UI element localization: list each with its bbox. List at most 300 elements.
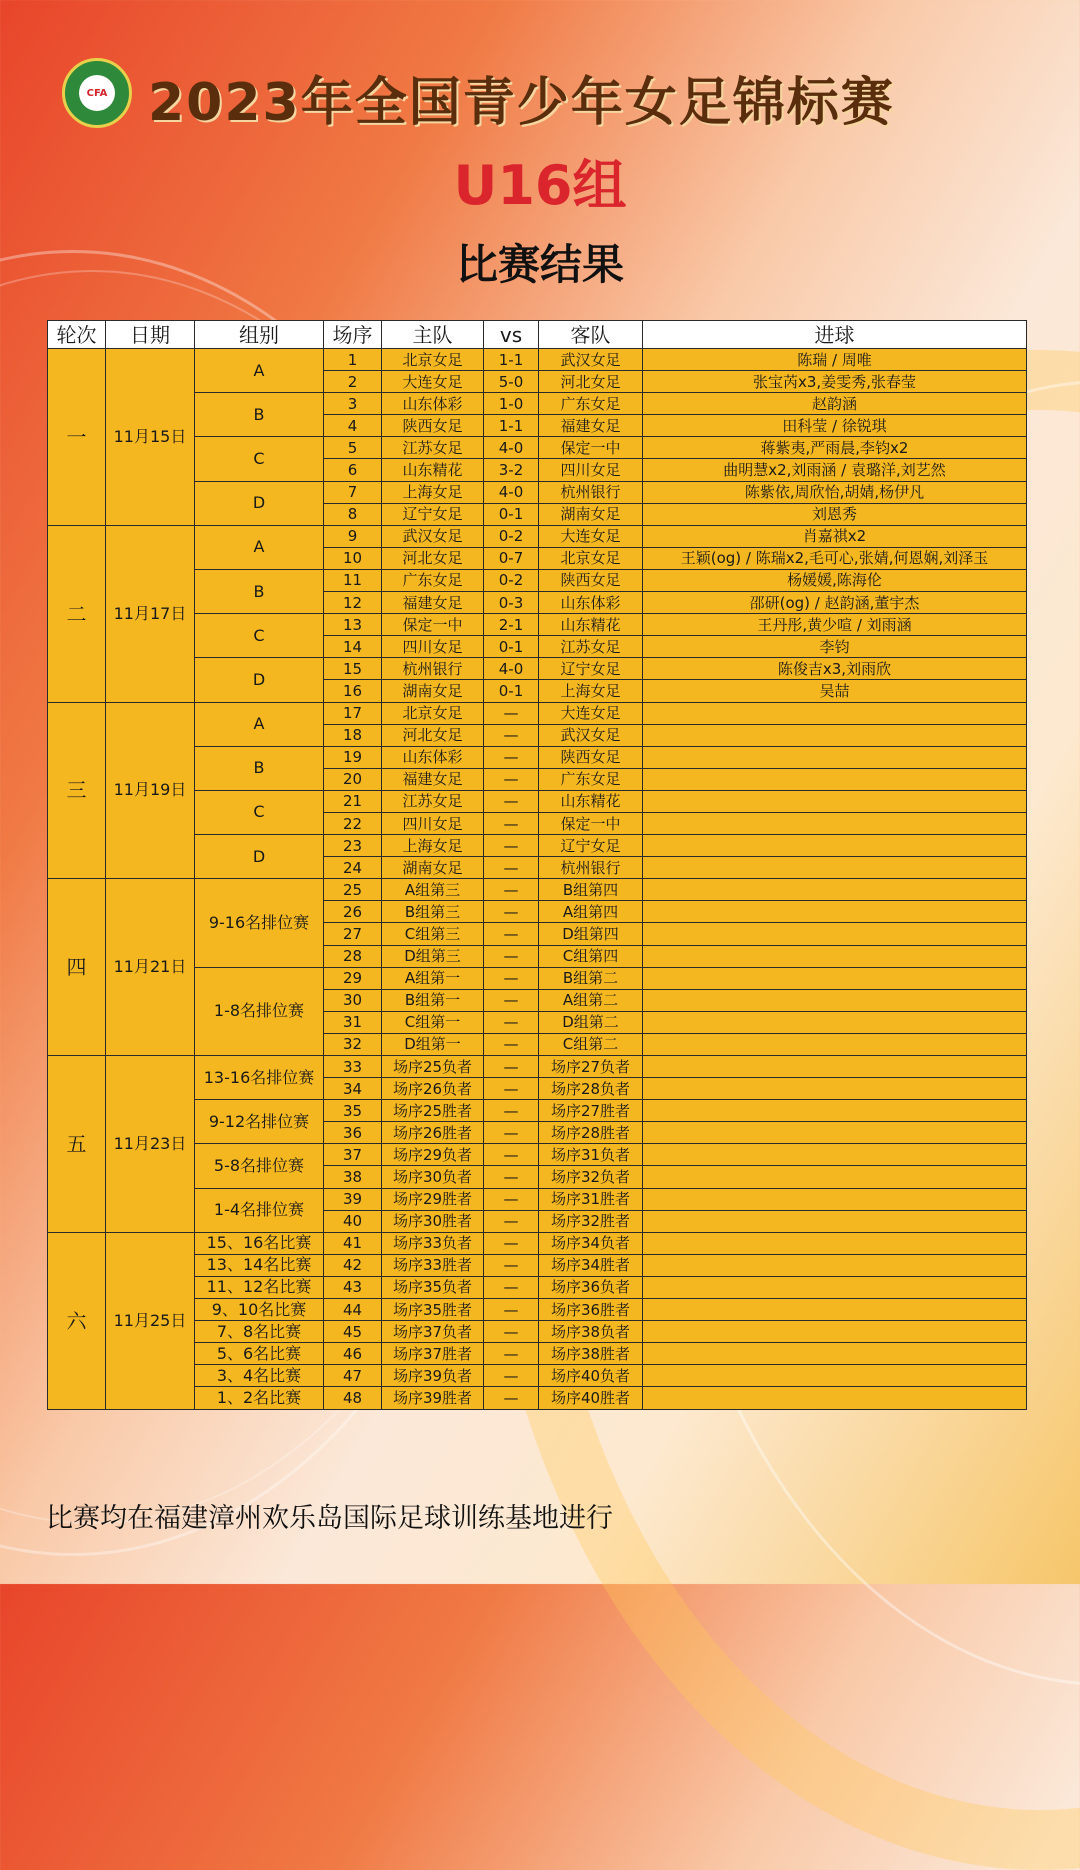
match-no-cell: 21 xyxy=(324,790,382,812)
table-row xyxy=(48,1321,1027,1343)
away-team-cell: 场序36胜者 xyxy=(539,1299,643,1321)
goals-cell: 王丹彤,黄少喧 / 刘雨涵 xyxy=(643,614,1027,636)
group-cell: A xyxy=(195,525,324,569)
goals-cell xyxy=(643,923,1027,945)
home-team-cell: A组第一 xyxy=(382,967,484,989)
round-cell: 四 xyxy=(48,879,106,1056)
match-no-cell: 12 xyxy=(324,592,382,614)
match-no-cell: 34 xyxy=(324,1078,382,1100)
score-cell: 4-0 xyxy=(484,481,539,503)
goals-cell: 邵研(og) / 赵韵涵,董宇杰 xyxy=(643,592,1027,614)
goals-cell xyxy=(643,857,1027,879)
goals-cell: 陈紫依,周欣怡,胡婧,杨伊凡 xyxy=(643,481,1027,503)
match-no-cell: 25 xyxy=(324,879,382,901)
score-cell: — xyxy=(484,1144,539,1166)
round-cell: 三 xyxy=(48,702,106,879)
away-team-cell: 辽宁女足 xyxy=(539,835,643,857)
home-team-cell: 场序35胜者 xyxy=(382,1299,484,1321)
match-no-cell: 35 xyxy=(324,1100,382,1122)
match-no-cell: 29 xyxy=(324,967,382,989)
match-no-cell: 41 xyxy=(324,1232,382,1254)
goals-cell xyxy=(643,879,1027,901)
goals-cell xyxy=(643,1144,1027,1166)
away-team-cell: 广东女足 xyxy=(539,393,643,415)
away-team-cell: 场序34胜者 xyxy=(539,1254,643,1276)
home-team-cell: D组第三 xyxy=(382,945,484,967)
table-row xyxy=(48,1100,1027,1122)
score-cell: — xyxy=(484,1387,539,1409)
table-row xyxy=(48,879,1027,901)
goals-cell xyxy=(643,702,1027,724)
goals-cell xyxy=(643,790,1027,812)
score-cell: 3-2 xyxy=(484,459,539,481)
score-cell: — xyxy=(484,724,539,746)
home-team-cell: 江苏女足 xyxy=(382,790,484,812)
score-cell: — xyxy=(484,702,539,724)
home-team-cell: 陕西女足 xyxy=(382,415,484,437)
results-heading: 比赛结果 xyxy=(455,240,624,289)
score-cell: 0-3 xyxy=(484,592,539,614)
match-no-cell: 31 xyxy=(324,1011,382,1033)
match-no-cell: 15 xyxy=(324,658,382,680)
score-cell: 1-1 xyxy=(484,349,539,371)
home-team-cell: 场序39负者 xyxy=(382,1365,484,1387)
away-team-cell: B组第二 xyxy=(539,967,643,989)
match-no-cell: 1 xyxy=(324,349,382,371)
match-no-cell: 39 xyxy=(324,1188,382,1210)
home-team-cell: 上海女足 xyxy=(382,835,484,857)
goals-cell: 刘恩秀 xyxy=(643,503,1027,525)
goals-cell xyxy=(643,989,1027,1011)
match-no-cell: 30 xyxy=(324,989,382,1011)
group-cell: 11、12名比赛 xyxy=(195,1276,324,1298)
score-cell: 0-2 xyxy=(484,525,539,547)
goals-cell xyxy=(643,1232,1027,1254)
match-no-cell: 17 xyxy=(324,702,382,724)
match-no-cell: 37 xyxy=(324,1144,382,1166)
score-cell: — xyxy=(484,812,539,834)
home-team-cell: A组第三 xyxy=(382,879,484,901)
match-no-cell: 42 xyxy=(324,1254,382,1276)
goals-cell: 陈瑞 / 周唯 xyxy=(643,349,1027,371)
away-team-cell: C组第二 xyxy=(539,1033,643,1055)
table-row xyxy=(48,1254,1027,1276)
home-team-cell: D组第一 xyxy=(382,1033,484,1055)
home-team-cell: 场序37胜者 xyxy=(382,1343,484,1365)
group-cell: 13-16名排位赛 xyxy=(195,1056,324,1100)
score-cell: — xyxy=(484,1033,539,1055)
home-team-cell: 场序25胜者 xyxy=(382,1100,484,1122)
home-team-cell: 河北女足 xyxy=(382,547,484,569)
age-group-subtitle: U16组 xyxy=(453,154,627,217)
score-cell: — xyxy=(484,967,539,989)
match-no-cell: 2 xyxy=(324,371,382,393)
home-team-cell: 场序35负者 xyxy=(382,1276,484,1298)
goals-cell xyxy=(643,1011,1027,1033)
group-cell: 3、4名比赛 xyxy=(195,1365,324,1387)
score-cell: 1-1 xyxy=(484,415,539,437)
home-team-cell: 保定一中 xyxy=(382,614,484,636)
home-team-cell: 山东精花 xyxy=(382,459,484,481)
home-team-cell: 武汉女足 xyxy=(382,525,484,547)
group-cell: D xyxy=(195,658,324,702)
table-row xyxy=(48,1056,1027,1078)
match-no-cell: 7 xyxy=(324,481,382,503)
score-cell: — xyxy=(484,1056,539,1078)
match-no-cell: 18 xyxy=(324,724,382,746)
home-team-cell: 场序29负者 xyxy=(382,1144,484,1166)
away-team-cell: 场序36负者 xyxy=(539,1276,643,1298)
group-cell: 1-8名排位赛 xyxy=(195,967,324,1055)
score-cell: — xyxy=(484,1276,539,1298)
score-cell: 5-0 xyxy=(484,371,539,393)
column-header-round: 轮次 xyxy=(48,321,106,349)
score-cell: — xyxy=(484,835,539,857)
home-team-cell: 场序26负者 xyxy=(382,1078,484,1100)
score-cell: — xyxy=(484,1011,539,1033)
round-cell: 六 xyxy=(48,1232,106,1409)
table-row xyxy=(48,525,1027,547)
home-team-cell: 场序29胜者 xyxy=(382,1188,484,1210)
group-cell: C xyxy=(195,437,324,481)
home-team-cell: 场序30负者 xyxy=(382,1166,484,1188)
group-cell: 7、8名比赛 xyxy=(195,1321,324,1343)
away-team-cell: 场序40负者 xyxy=(539,1365,643,1387)
table-row xyxy=(48,1144,1027,1166)
home-team-cell: 杭州银行 xyxy=(382,658,484,680)
score-cell: 0-7 xyxy=(484,547,539,569)
round-cell: 一 xyxy=(48,349,106,526)
away-team-cell: 山东精花 xyxy=(539,790,643,812)
table-row xyxy=(48,393,1027,415)
group-cell: 15、16名比赛 xyxy=(195,1232,324,1254)
away-team-cell: 山东精花 xyxy=(539,614,643,636)
goals-cell xyxy=(643,1321,1027,1343)
match-no-cell: 10 xyxy=(324,547,382,569)
match-no-cell: 43 xyxy=(324,1276,382,1298)
home-team-cell: C组第三 xyxy=(382,923,484,945)
away-team-cell: 河北女足 xyxy=(539,371,643,393)
away-team-cell: 场序31负者 xyxy=(539,1144,643,1166)
match-no-cell: 46 xyxy=(324,1343,382,1365)
home-team-cell: C组第一 xyxy=(382,1011,484,1033)
score-cell: — xyxy=(484,1210,539,1232)
away-team-cell: 大连女足 xyxy=(539,702,643,724)
home-team-cell: 四川女足 xyxy=(382,812,484,834)
date-cell: 11月25日 xyxy=(106,1232,195,1409)
date-cell: 11月23日 xyxy=(106,1056,195,1233)
score-cell: — xyxy=(484,1188,539,1210)
away-team-cell: 场序32负者 xyxy=(539,1166,643,1188)
group-cell: A xyxy=(195,349,324,393)
match-no-cell: 11 xyxy=(324,569,382,591)
goals-cell xyxy=(643,1122,1027,1144)
score-cell: — xyxy=(484,923,539,945)
table-row xyxy=(48,746,1027,768)
results-body xyxy=(48,349,1027,1410)
cfa-logo-text: CFA xyxy=(79,75,115,111)
score-cell: — xyxy=(484,1365,539,1387)
score-cell: — xyxy=(484,1232,539,1254)
table-row xyxy=(48,614,1027,636)
away-team-cell: 陕西女足 xyxy=(539,746,643,768)
match-no-cell: 27 xyxy=(324,923,382,945)
page-title: 2023年全国青少年女足锦标赛 xyxy=(148,73,895,133)
home-team-cell: 福建女足 xyxy=(382,768,484,790)
away-team-cell: B组第四 xyxy=(539,879,643,901)
away-team-cell: 广东女足 xyxy=(539,768,643,790)
score-cell: 1-0 xyxy=(484,393,539,415)
match-no-cell: 14 xyxy=(324,636,382,658)
score-cell: 0-1 xyxy=(484,680,539,702)
home-team-cell: 场序26胜者 xyxy=(382,1122,484,1144)
goals-cell: 吴喆 xyxy=(643,680,1027,702)
match-no-cell: 6 xyxy=(324,459,382,481)
home-team-cell: 四川女足 xyxy=(382,636,484,658)
group-cell: 5-8名排位赛 xyxy=(195,1144,324,1188)
goals-cell: 曲明慧x2,刘雨涵 / 袁璐洋,刘艺然 xyxy=(643,459,1027,481)
match-no-cell: 32 xyxy=(324,1033,382,1055)
group-cell: C xyxy=(195,614,324,658)
away-team-cell: D组第四 xyxy=(539,923,643,945)
score-cell: — xyxy=(484,879,539,901)
away-team-cell: 场序31胜者 xyxy=(539,1188,643,1210)
score-cell: — xyxy=(484,1321,539,1343)
away-team-cell: 山东体彩 xyxy=(539,592,643,614)
goals-cell: 肖嘉祺x2 xyxy=(643,525,1027,547)
home-team-cell: 场序33胜者 xyxy=(382,1254,484,1276)
date-cell: 11月21日 xyxy=(106,879,195,1056)
away-team-cell: 江苏女足 xyxy=(539,636,643,658)
column-header-date: 日期 xyxy=(106,321,195,349)
match-no-cell: 8 xyxy=(324,503,382,525)
goals-cell xyxy=(643,1100,1027,1122)
away-team-cell: 福建女足 xyxy=(539,415,643,437)
group-cell: 9-16名排位赛 xyxy=(195,879,324,967)
home-team-cell: 北京女足 xyxy=(382,349,484,371)
match-no-cell: 33 xyxy=(324,1056,382,1078)
goals-cell xyxy=(643,1210,1027,1232)
away-team-cell: A组第四 xyxy=(539,901,643,923)
goals-cell xyxy=(643,967,1027,989)
date-cell: 11月15日 xyxy=(106,349,195,526)
match-no-cell: 24 xyxy=(324,857,382,879)
score-cell: — xyxy=(484,1100,539,1122)
away-team-cell: 湖南女足 xyxy=(539,503,643,525)
table-row xyxy=(48,967,1027,989)
goals-cell: 杨媛媛,陈海伦 xyxy=(643,569,1027,591)
group-cell: C xyxy=(195,790,324,834)
score-cell: — xyxy=(484,1078,539,1100)
away-team-cell: 杭州银行 xyxy=(539,481,643,503)
goals-cell xyxy=(643,1033,1027,1055)
column-header-home: 主队 xyxy=(382,321,484,349)
score-cell: 0-1 xyxy=(484,503,539,525)
match-no-cell: 13 xyxy=(324,614,382,636)
score-cell: 0-2 xyxy=(484,569,539,591)
group-cell: D xyxy=(195,481,324,525)
goals-cell xyxy=(643,1188,1027,1210)
column-header-match-no: 场序 xyxy=(324,321,382,349)
table-row xyxy=(48,1387,1027,1409)
column-header-group: 组别 xyxy=(195,321,324,349)
score-cell: — xyxy=(484,945,539,967)
table-header-row xyxy=(48,321,1027,349)
home-team-cell: 场序39胜者 xyxy=(382,1387,484,1409)
match-no-cell: 28 xyxy=(324,945,382,967)
goals-cell: 蒋紫夷,严雨晨,李钧x2 xyxy=(643,437,1027,459)
column-header-away: 客队 xyxy=(539,321,643,349)
match-no-cell: 47 xyxy=(324,1365,382,1387)
home-team-cell: B组第三 xyxy=(382,901,484,923)
table-row xyxy=(48,349,1027,371)
table-row xyxy=(48,437,1027,459)
home-team-cell: B组第一 xyxy=(382,989,484,1011)
group-cell: B xyxy=(195,393,324,437)
round-cell: 五 xyxy=(48,1056,106,1233)
goals-cell: 赵韵涵 xyxy=(643,393,1027,415)
score-cell: — xyxy=(484,746,539,768)
goals-cell xyxy=(643,812,1027,834)
home-team-cell: 场序33负者 xyxy=(382,1232,484,1254)
away-team-cell: 场序34负者 xyxy=(539,1232,643,1254)
home-team-cell: 北京女足 xyxy=(382,702,484,724)
goals-cell xyxy=(643,1365,1027,1387)
column-header-goals: 进球 xyxy=(643,321,1027,349)
match-no-cell: 38 xyxy=(324,1166,382,1188)
score-cell: — xyxy=(484,1166,539,1188)
table-row xyxy=(48,481,1027,503)
group-cell: B xyxy=(195,746,324,790)
table-row xyxy=(48,1343,1027,1365)
goals-cell xyxy=(643,1078,1027,1100)
goals-cell xyxy=(643,1299,1027,1321)
results-table xyxy=(47,320,1027,1410)
match-no-cell: 4 xyxy=(324,415,382,437)
score-cell: 4-0 xyxy=(484,437,539,459)
venue-footer: 比赛均在福建漳州欢乐岛国际足球训练基地进行 xyxy=(46,1503,613,1534)
group-cell: 13、14名比赛 xyxy=(195,1254,324,1276)
away-team-cell: A组第二 xyxy=(539,989,643,1011)
home-team-cell: 湖南女足 xyxy=(382,680,484,702)
table-row xyxy=(48,569,1027,591)
cfa-logo-icon xyxy=(62,58,132,128)
goals-cell: 李钧 xyxy=(643,636,1027,658)
match-no-cell: 36 xyxy=(324,1122,382,1144)
away-team-cell: 辽宁女足 xyxy=(539,658,643,680)
goals-cell xyxy=(643,746,1027,768)
away-team-cell: 场序32胜者 xyxy=(539,1210,643,1232)
match-no-cell: 22 xyxy=(324,812,382,834)
table-row xyxy=(48,702,1027,724)
goals-cell xyxy=(643,835,1027,857)
match-no-cell: 20 xyxy=(324,768,382,790)
group-cell: 1、2名比赛 xyxy=(195,1387,324,1409)
round-cell: 二 xyxy=(48,525,106,702)
goals-cell: 张宝芮x3,姜雯秀,张春莹 xyxy=(643,371,1027,393)
goals-cell xyxy=(643,945,1027,967)
score-cell: — xyxy=(484,857,539,879)
home-team-cell: 辽宁女足 xyxy=(382,503,484,525)
away-team-cell: C组第四 xyxy=(539,945,643,967)
home-team-cell: 场序25负者 xyxy=(382,1056,484,1078)
table-row xyxy=(48,1232,1027,1254)
goals-cell xyxy=(643,1387,1027,1409)
away-team-cell: 保定一中 xyxy=(539,437,643,459)
score-cell: — xyxy=(484,1254,539,1276)
score-cell: — xyxy=(484,1343,539,1365)
home-team-cell: 场序30胜者 xyxy=(382,1210,484,1232)
home-team-cell: 湖南女足 xyxy=(382,857,484,879)
match-no-cell: 16 xyxy=(324,680,382,702)
group-cell: 1-4名排位赛 xyxy=(195,1188,324,1232)
goals-cell xyxy=(643,768,1027,790)
away-team-cell: 场序40胜者 xyxy=(539,1387,643,1409)
away-team-cell: 武汉女足 xyxy=(539,724,643,746)
match-no-cell: 44 xyxy=(324,1299,382,1321)
away-team-cell: 场序27胜者 xyxy=(539,1100,643,1122)
away-team-cell: 场序38负者 xyxy=(539,1321,643,1343)
away-team-cell: 北京女足 xyxy=(539,547,643,569)
score-cell: 2-1 xyxy=(484,614,539,636)
away-team-cell: 大连女足 xyxy=(539,525,643,547)
score-cell: — xyxy=(484,790,539,812)
match-no-cell: 48 xyxy=(324,1387,382,1409)
away-team-cell: 杭州银行 xyxy=(539,857,643,879)
goals-cell xyxy=(643,1254,1027,1276)
score-cell: 0-1 xyxy=(484,636,539,658)
goals-cell: 田科莹 / 徐锐琪 xyxy=(643,415,1027,437)
date-cell: 11月17日 xyxy=(106,525,195,702)
date-cell: 11月19日 xyxy=(106,702,195,879)
score-cell: — xyxy=(484,1122,539,1144)
away-team-cell: 场序27负者 xyxy=(539,1056,643,1078)
group-cell: 5、6名比赛 xyxy=(195,1343,324,1365)
table-row xyxy=(48,1188,1027,1210)
table-row xyxy=(48,1276,1027,1298)
score-cell: — xyxy=(484,768,539,790)
away-team-cell: 上海女足 xyxy=(539,680,643,702)
match-no-cell: 23 xyxy=(324,835,382,857)
match-no-cell: 45 xyxy=(324,1321,382,1343)
goals-cell xyxy=(643,1056,1027,1078)
home-team-cell: 大连女足 xyxy=(382,371,484,393)
home-team-cell: 河北女足 xyxy=(382,724,484,746)
score-cell: — xyxy=(484,1299,539,1321)
table-row xyxy=(48,658,1027,680)
home-team-cell: 福建女足 xyxy=(382,592,484,614)
match-no-cell: 9 xyxy=(324,525,382,547)
away-team-cell: 四川女足 xyxy=(539,459,643,481)
group-cell: B xyxy=(195,569,324,613)
goals-cell xyxy=(643,1276,1027,1298)
away-team-cell: 武汉女足 xyxy=(539,349,643,371)
match-no-cell: 19 xyxy=(324,746,382,768)
score-cell: — xyxy=(484,989,539,1011)
table-row xyxy=(48,1365,1027,1387)
group-cell: 9、10名比赛 xyxy=(195,1299,324,1321)
home-team-cell: 山东体彩 xyxy=(382,393,484,415)
match-no-cell: 26 xyxy=(324,901,382,923)
score-cell: 4-0 xyxy=(484,658,539,680)
goals-cell: 陈俊吉x3,刘雨欣 xyxy=(643,658,1027,680)
goals-cell xyxy=(643,1343,1027,1365)
column-header-vs: vs xyxy=(484,321,539,349)
home-team-cell: 广东女足 xyxy=(382,569,484,591)
goals-cell xyxy=(643,724,1027,746)
away-team-cell: D组第二 xyxy=(539,1011,643,1033)
home-team-cell: 上海女足 xyxy=(382,481,484,503)
